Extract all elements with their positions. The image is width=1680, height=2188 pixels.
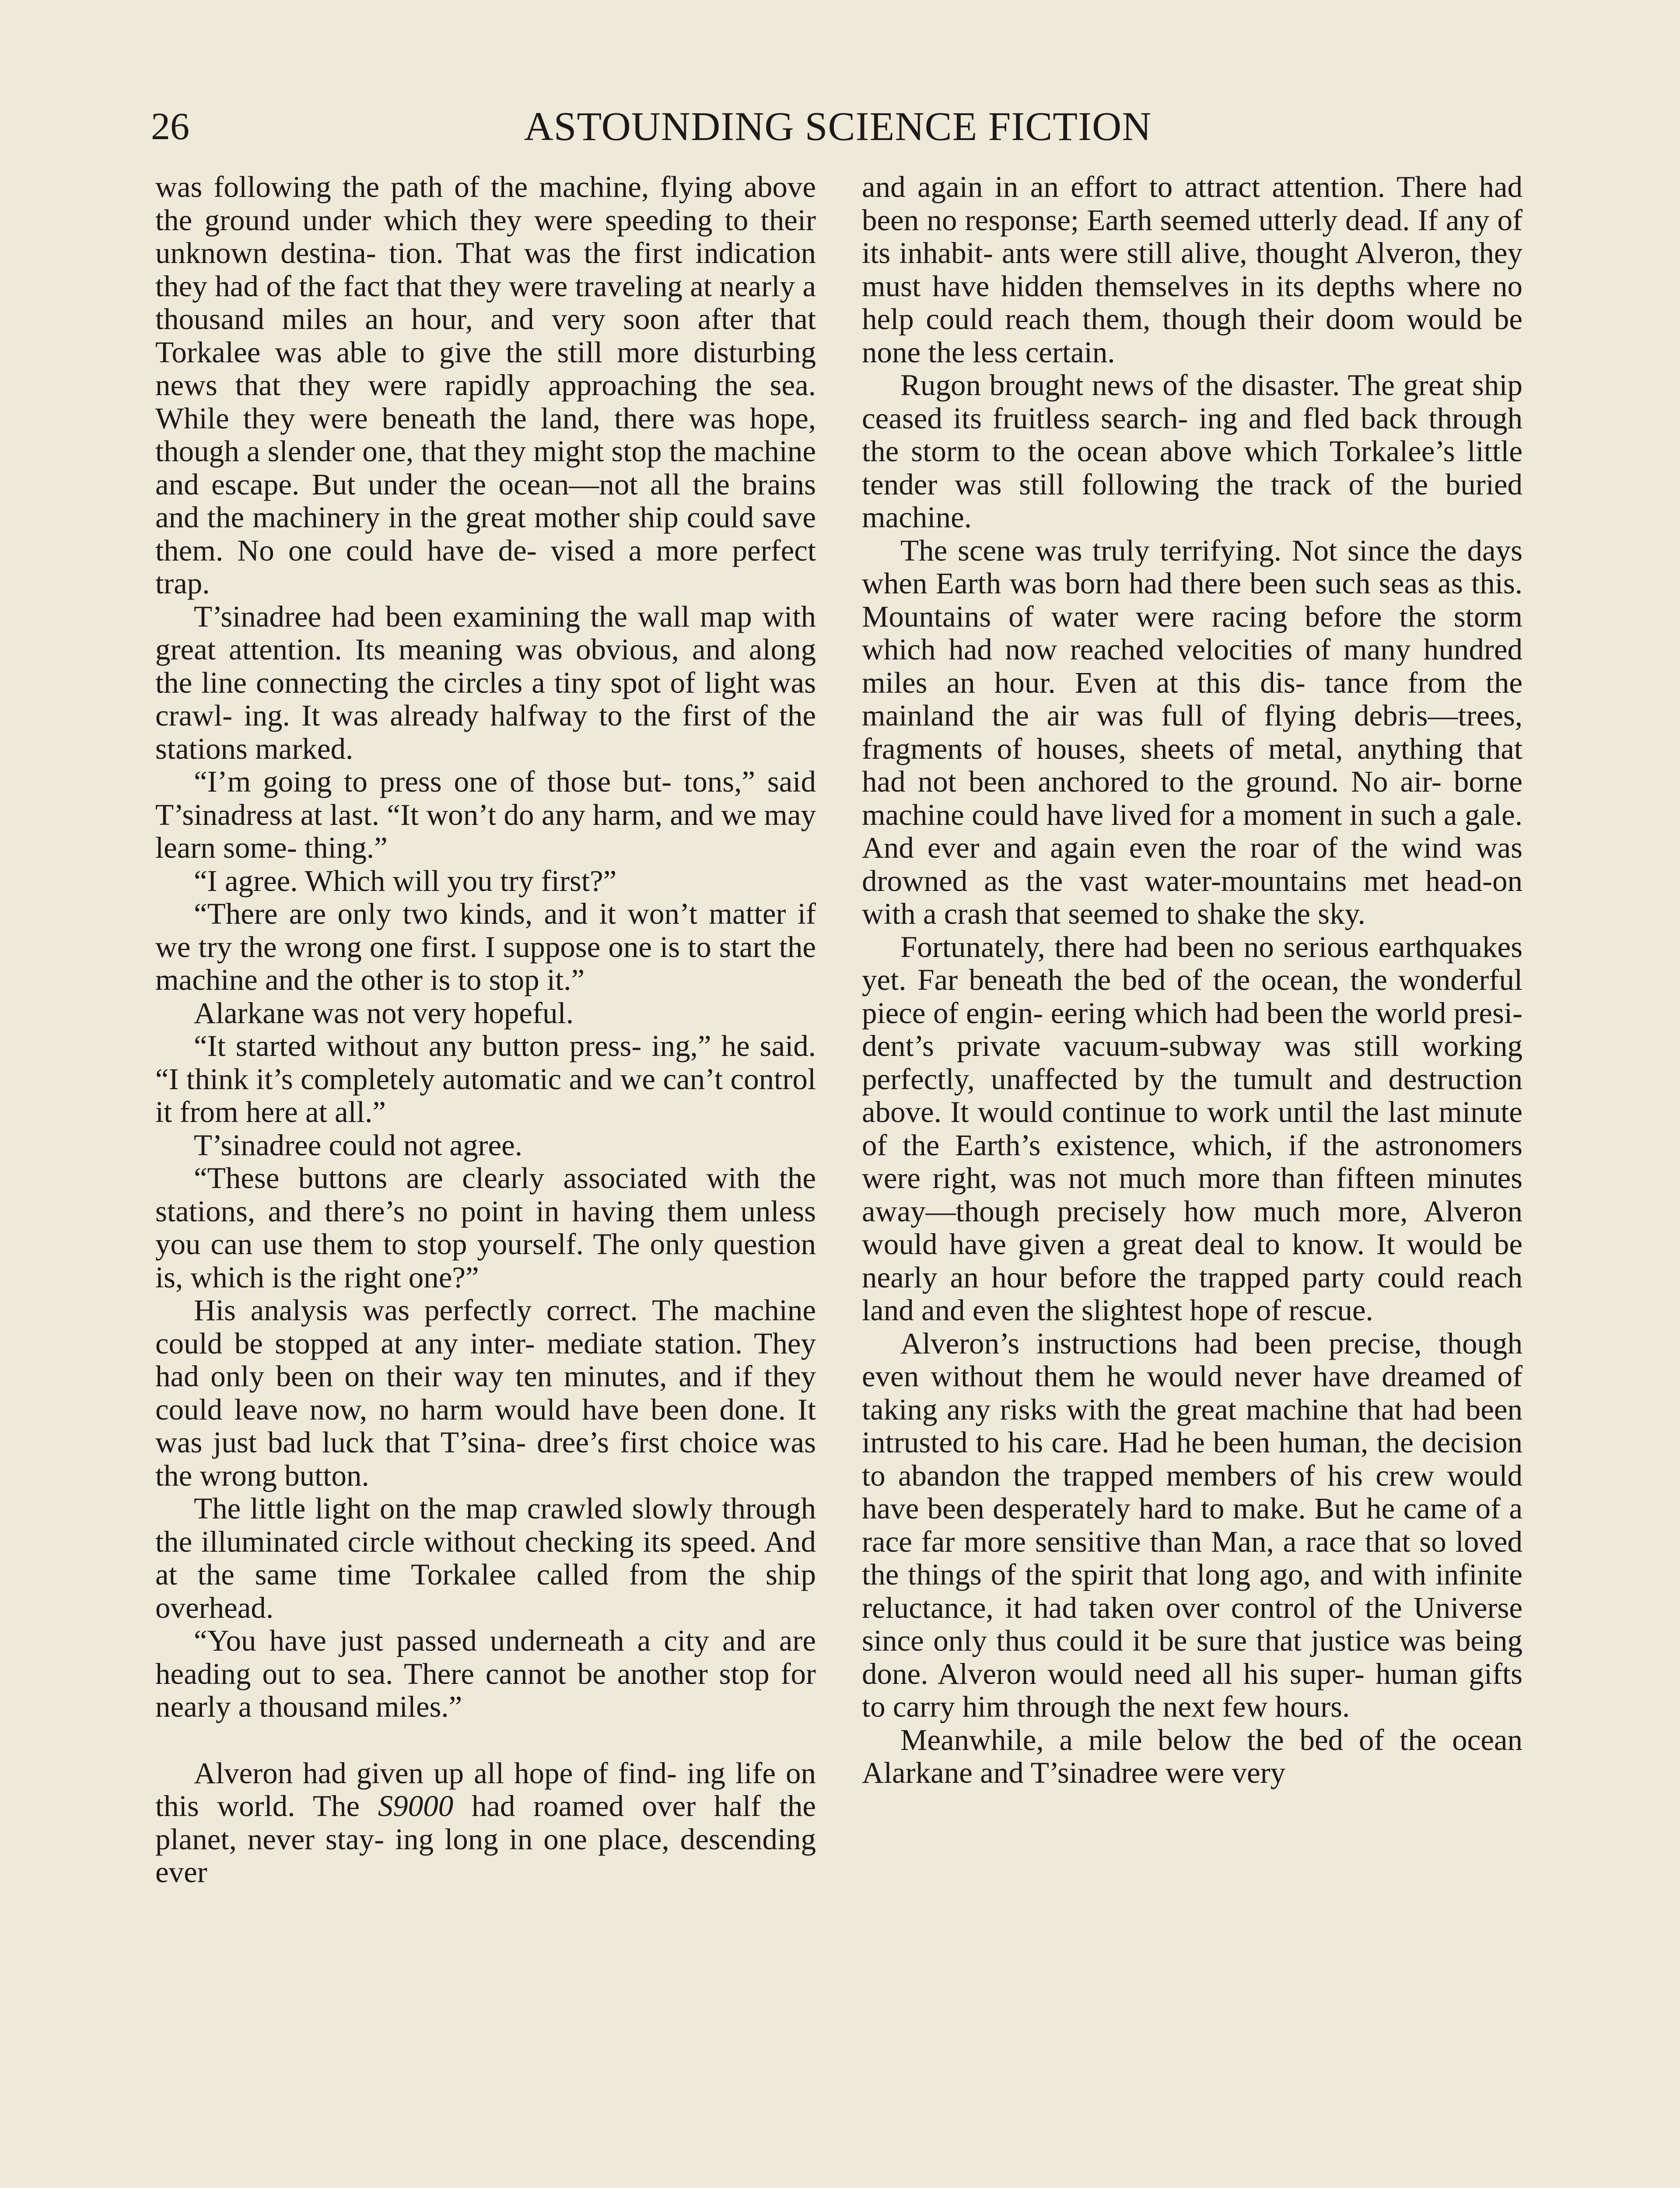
paragraph: T’sinadree could not agree.	[194, 1128, 523, 1162]
page-number: 26	[151, 105, 189, 148]
running-title: ASTOUNDING SCIENCE FICTION	[524, 104, 1152, 149]
paragraph: Rugon brought news of the disaster. The great ship ceased its fruitless search- ing and fled back through the storm to the ocean above which Torkalee’s little tender was still following the track of the buried machine.	[862, 368, 1522, 534]
paragraph: His analysis was perfectly correct. The machine could be stopped at any inter- mediate station. They had only been on their way ten minutes, and if they could leave now, no harm would have been done. It was just bad luck that T’sina- dree’s first choice was the wrong button.	[155, 1294, 816, 1492]
paragraph: “These buttons are clearly associated with the stations, and there’s no point in having them unless you can use them to stop yourself. The only question is, which is the right one?”	[155, 1161, 816, 1294]
paragraph: Alveron’s instructions had been precise, though even without them he would never have dreamed of taking any risks with the great machine that had been intrusted to his care. Had he been human, the decision to abandon the trapped members of his crew would have been desperately hard to make. But he came of a race far more sensitive than Man, a race that so loved the things of the spirit that long ago, and with infinite reluctance, it had taken over control of the Universe since only thus could it be sure that justice was being done. Alveron would need all his super- human gifts to carry him through the next few hours.	[862, 1326, 1522, 1723]
left-column	[155, 171, 816, 1889]
paragraph: “I’m going to press one of those but- tons,” said T’sinadress at last. “It won’t do any harm, and we may learn some- thing.”	[155, 765, 816, 864]
paragraph: and again in an effort to attract attention. There had been no response; Earth seemed utterly dead. If any of its inhabit- ants were still alive, thought Alveron, they must have hidden themselves in its depths where no help could reach them, though their doom would be none the less certain.	[862, 170, 1522, 369]
section-paragraph	[155, 1757, 816, 1889]
paragraph: “There are only two kinds, and it won’t matter if we try the wrong one first. I suppose one is to start the machine and the other is to stop it.”	[155, 897, 816, 996]
ship-name: S9000	[378, 1789, 454, 1823]
paragraph: “I agree. Which will you try first?”	[194, 864, 617, 898]
paragraph: The little light on the map crawled slowly through the illuminated circle without checking its speed. And at the same time Torkalee called from the ship overhead.	[155, 1492, 816, 1624]
paragraph: was following the path of the machine, flying above the ground under which they were speeding to their unknown destina- tion. That was the first indication they had of the fact that they were traveling at nearly a thousand miles an hour, and very soon after that Torkalee was able to give the still more disturbing news that they were rapidly approaching the sea. While they were beneath the land, there was hope, though a slender one, that they might stop the machine and escape. But under the ocean—not all the brains and the machinery in the great mother ship could save them. No one could have de- vised a more perfect trap.	[155, 170, 816, 600]
paragraph: “It started without any button press- ing,” he said. “I think it’s completely automatic and we can’t control it from here at all.”	[155, 1029, 816, 1129]
paragraph: T’sinadree had been examining the wall map with great attention. Its meaning was obvious, and along the line connecting the circles a tiny spot of light was crawl- ing. It was already halfway to the first of the stations marked.	[155, 600, 816, 765]
paragraph: The scene was truly terrifying. Not since the days when Earth was born had there been such seas as this. Mountains of water were racing before the storm which had now reached velocities of many hundred miles an hour. Even at this dis- tance from the mainland the air was full of flying debris—trees, fragments of houses, sheets of metal, anything that had not been anchored to the ground. No air- borne machine could have lived for a moment in such a gale. And ever and again even the roar of the wind was drowned as the vast water-mountains met head-on with a crash that seemed to shake the sky.	[862, 533, 1522, 930]
section-text-end: had roamed over half the planet, never stay- ing long in one place, descending ever	[155, 1789, 816, 1889]
page-header	[151, 94, 1525, 160]
paragraph: Meanwhile, a mile below the bed of the ocean Alarkane and T’sinadree were very	[862, 1723, 1522, 1789]
paragraph: Fortunately, there had been no serious earthquakes yet. Far beneath the bed of the ocean, the wonderful piece of engin- eering which had been the world presi- dent’s private vacuum-subway was still working perfectly, unaffected by the tumult and destruction above. It would continue to work until the last minute of the Earth’s existence, which, if the astronomers were right, was not much more than fifteen minutes away—though precisely how much more, Alveron would have given a great deal to know. It would be nearly an hour before the trapped party could reach land and even the slightest hope of rescue.	[862, 930, 1522, 1327]
right-column	[862, 171, 1522, 1790]
section-text-start: Alveron had given up all hope of find- ing life on this world. The	[155, 1756, 816, 1823]
paragraph: Alarkane was not very hopeful.	[194, 996, 574, 1030]
paragraph: “You have just passed underneath a city and are heading out to sea. There cannot be another stop for nearly a thousand miles.”	[155, 1624, 816, 1723]
